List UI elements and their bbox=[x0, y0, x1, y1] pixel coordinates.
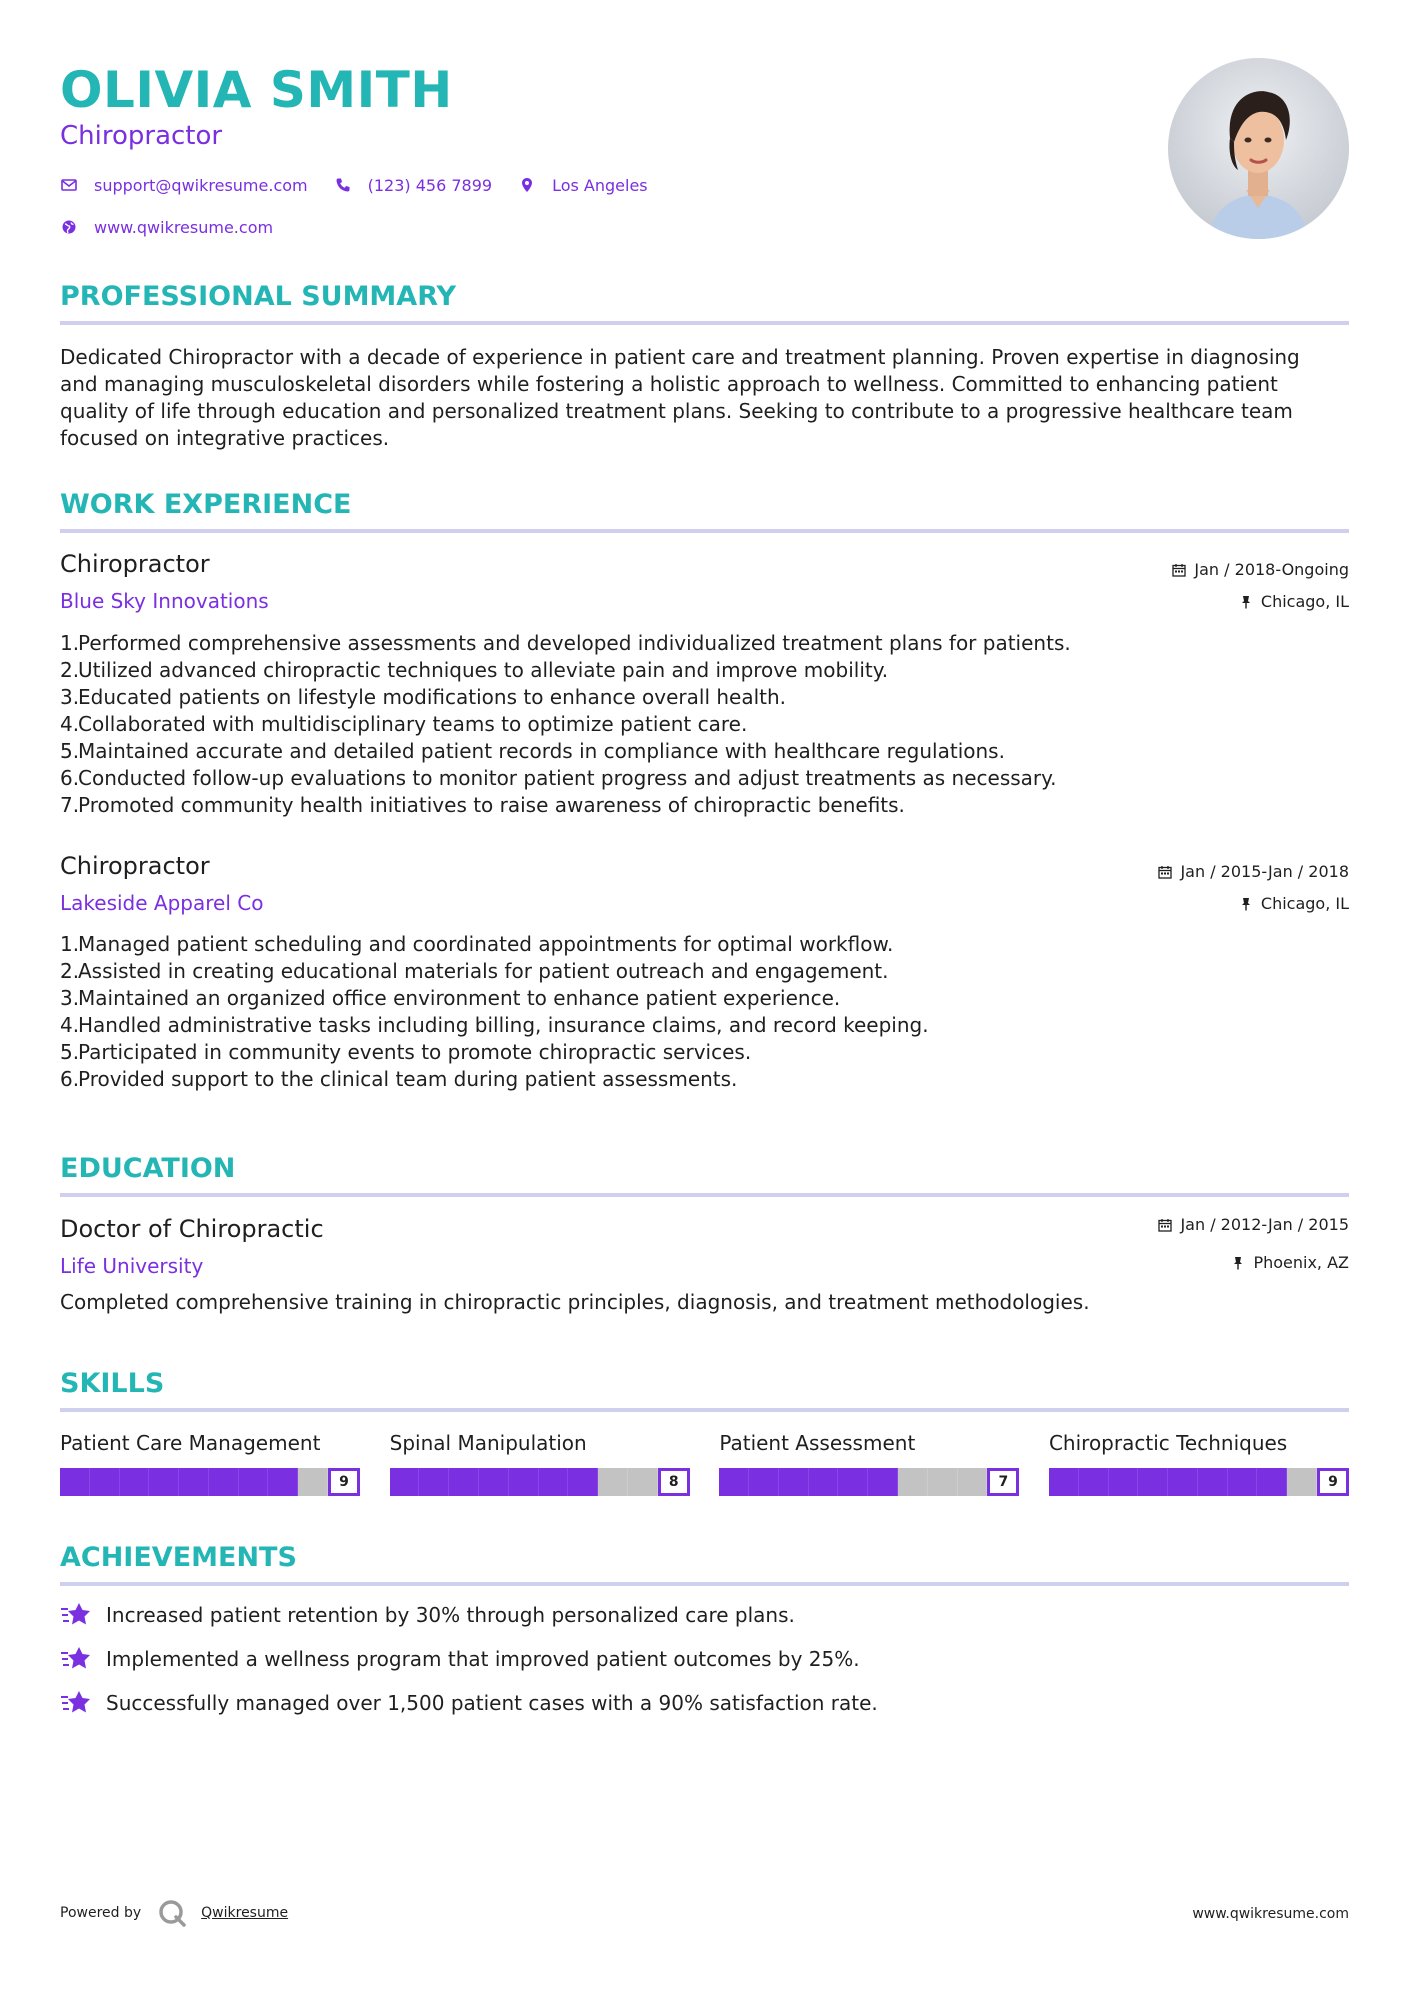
summary-heading: PROFESSIONAL SUMMARY bbox=[60, 281, 457, 312]
education-degree: Doctor of Chiropractic bbox=[60, 1215, 324, 1243]
education-divider bbox=[60, 1193, 1349, 1197]
email-text: support@qwikresume.com bbox=[94, 175, 308, 195]
envelope-icon bbox=[60, 176, 78, 194]
experience-divider bbox=[60, 529, 1349, 533]
job-bullets-2 bbox=[60, 931, 1340, 1093]
list-item: 2. Assisted in creating educational materials for patient outreach and engagement. bbox=[60, 959, 889, 983]
skill-bar bbox=[1049, 1468, 1349, 1496]
footer-url[interactable]: www.qwikresume.com bbox=[1192, 1906, 1349, 1922]
star-icon bbox=[60, 1688, 92, 1718]
contact-row-2 bbox=[60, 214, 960, 240]
candidate-name: OLIVIA SMITH bbox=[60, 61, 453, 119]
skill-name: Spinal Manipulation bbox=[389, 1431, 587, 1455]
skill-segment bbox=[1049, 1468, 1079, 1496]
skill-segment bbox=[628, 1468, 658, 1496]
skills-list bbox=[60, 1428, 1349, 1496]
list-item: 1. Performed comprehensive assessments and developed individualized treatment plans for patients. bbox=[60, 631, 1071, 655]
contact-info bbox=[60, 172, 960, 256]
skill-segment bbox=[719, 1468, 749, 1496]
skill-segment bbox=[449, 1468, 479, 1496]
job-company-2: Lakeside Apparel Co bbox=[60, 891, 264, 915]
globe-icon bbox=[60, 218, 78, 236]
skill-segment bbox=[479, 1468, 509, 1496]
qwikresume-logo-icon bbox=[157, 1898, 187, 1928]
list-item: 6. Provided support to the clinical team during patient assessments. bbox=[60, 1067, 738, 1091]
pushpin-icon bbox=[1239, 897, 1253, 911]
skills-heading: SKILLS bbox=[60, 1368, 165, 1399]
contact-phone[interactable] bbox=[334, 176, 492, 195]
achievements-heading: ACHIEVEMENTS bbox=[60, 1542, 297, 1573]
skill-segment bbox=[1079, 1468, 1109, 1496]
skill-segment bbox=[239, 1468, 269, 1496]
skill-segment bbox=[898, 1468, 928, 1496]
skill-segment bbox=[120, 1468, 150, 1496]
skill-segment bbox=[419, 1468, 449, 1496]
list-item bbox=[60, 1644, 1340, 1674]
job-dates-2-text: Jan / 2015-Jan / 2018 bbox=[1180, 862, 1349, 881]
skill-segment bbox=[390, 1468, 420, 1496]
list-item: 7. Promoted community health initiatives to raise awareness of chiropractic benefits. bbox=[60, 793, 905, 817]
skill-segment bbox=[1287, 1468, 1317, 1496]
skill-segment bbox=[1168, 1468, 1198, 1496]
skill-segment bbox=[1228, 1468, 1258, 1496]
job-bullets-1 bbox=[60, 630, 1340, 819]
skill-segment bbox=[749, 1468, 779, 1496]
contact-website[interactable] bbox=[60, 218, 273, 237]
list-item: 5. Maintained accurate and detailed patient records in compliance with healthcare regulations. bbox=[60, 739, 1005, 763]
footer-powered-by bbox=[60, 1898, 288, 1928]
star-icon bbox=[60, 1600, 92, 1630]
education-dates-text: Jan / 2012-Jan / 2015 bbox=[1180, 1215, 1349, 1234]
achievement-text: Increased patient retention by 30% through personalized care plans. bbox=[106, 1603, 795, 1627]
job-title-2: Chiropractor bbox=[60, 852, 210, 880]
list-item: 5. Participated in community events to promote chiropractic services. bbox=[60, 1040, 752, 1064]
calendar-icon bbox=[1158, 1218, 1172, 1232]
list-item: 3. Maintained an organized office environment to enhance patient experience. bbox=[60, 986, 841, 1010]
skill-segment bbox=[149, 1468, 179, 1496]
list-item: 4. Handled administrative tasks including billing, insurance claims, and record keeping. bbox=[60, 1013, 929, 1037]
skill-name: Patient Care Management bbox=[60, 1431, 321, 1455]
phone-text: (123) 456 7899 bbox=[367, 175, 493, 195]
skill-segment bbox=[598, 1468, 628, 1496]
skill-segment bbox=[90, 1468, 120, 1496]
job-location-1 bbox=[1239, 591, 1349, 613]
skill-segment bbox=[1257, 1468, 1287, 1496]
skill-segment bbox=[568, 1468, 598, 1496]
skill-segment bbox=[958, 1468, 988, 1496]
experience-heading: WORK EXPERIENCE bbox=[60, 489, 352, 520]
education-location-text: Phoenix, AZ bbox=[1253, 1253, 1349, 1272]
skill-segment bbox=[60, 1468, 90, 1496]
skill-segment bbox=[509, 1468, 539, 1496]
skill-segment bbox=[298, 1468, 328, 1496]
list-item: 3. Educated patients on lifestyle modifications to enhance overall health. bbox=[60, 685, 787, 709]
skill-item bbox=[1049, 1428, 1349, 1496]
job-dates-1-text: Jan / 2018-Ongoing bbox=[1194, 560, 1349, 579]
star-icon bbox=[60, 1644, 92, 1674]
summary-text: Dedicated Chiropractor with a decade of experience in patient care and treatment planning. Proven expertise in diagnosing and managing musculoskeletal disorders while fostering a holistic approach to wellness. Committed to enhancing patient quality of life through education and personalized treatment plans. Seeking to contribute to a progressive healthcare team focused on integrative practices. bbox=[60, 345, 1300, 450]
contact-email[interactable] bbox=[60, 176, 308, 195]
list-item bbox=[60, 1600, 1340, 1630]
job-title-1: Chiropractor bbox=[60, 550, 210, 578]
skill-bar bbox=[390, 1468, 690, 1496]
skill-segment bbox=[1138, 1468, 1168, 1496]
profile-photo bbox=[1168, 58, 1349, 239]
contact-location bbox=[518, 176, 648, 195]
skill-score: 9 bbox=[328, 1468, 360, 1496]
website-text: www.qwikresume.com bbox=[94, 217, 274, 237]
job-company-1: Blue Sky Innovations bbox=[60, 589, 269, 613]
education-heading: EDUCATION bbox=[60, 1153, 236, 1184]
skill-segment bbox=[268, 1468, 298, 1496]
powered-by-label: Powered by bbox=[60, 1905, 142, 1921]
pushpin-icon bbox=[1231, 1256, 1245, 1270]
skill-name: Chiropractic Techniques bbox=[1048, 1431, 1288, 1455]
achievements-list bbox=[60, 1600, 1340, 1732]
skill-bar bbox=[719, 1468, 1019, 1496]
skill-segment bbox=[1198, 1468, 1228, 1496]
job-dates-1 bbox=[1172, 559, 1349, 581]
list-item: 1. Managed patient scheduling and coordinated appointments for optimal workflow. bbox=[60, 932, 894, 956]
skill-item bbox=[60, 1428, 360, 1496]
calendar-icon bbox=[1172, 563, 1186, 577]
skill-score: 9 bbox=[1317, 1468, 1349, 1496]
skill-bar bbox=[60, 1468, 360, 1496]
summary-divider bbox=[60, 321, 1349, 325]
skill-score: 8 bbox=[658, 1468, 690, 1496]
location-text: Los Angeles bbox=[552, 175, 648, 195]
education-school: Life University bbox=[60, 1254, 204, 1278]
skill-score: 7 bbox=[987, 1468, 1019, 1496]
education-location bbox=[1231, 1252, 1349, 1274]
candidate-role: Chiropractor bbox=[60, 121, 223, 151]
achievements-divider bbox=[60, 1582, 1349, 1586]
map-pin-icon bbox=[518, 176, 536, 194]
list-item: 4. Collaborated with multidisciplinary teams to optimize patient care. bbox=[60, 712, 748, 736]
skill-item bbox=[390, 1428, 690, 1496]
list-item bbox=[60, 1688, 1340, 1718]
education-dates bbox=[1158, 1214, 1349, 1236]
job-dates-2 bbox=[1158, 861, 1349, 883]
skill-name: Patient Assessment bbox=[719, 1431, 916, 1455]
skill-segment bbox=[809, 1468, 839, 1496]
skills-divider bbox=[60, 1408, 1349, 1412]
phone-icon bbox=[334, 176, 352, 194]
list-item: 6. Conducted follow-up evaluations to monitor patient progress and adjust treatments as necessary. bbox=[60, 766, 1057, 790]
skill-segment bbox=[779, 1468, 809, 1496]
qwikresume-link[interactable]: Qwikresume bbox=[201, 1905, 289, 1921]
calendar-icon bbox=[1158, 865, 1172, 879]
education-description: Completed comprehensive training in chiropractic principles, diagnosis, and treatment methodologies. bbox=[60, 1290, 1090, 1314]
pushpin-icon bbox=[1239, 595, 1253, 609]
achievement-text: Successfully managed over 1,500 patient cases with a 90% satisfaction rate. bbox=[106, 1691, 878, 1715]
achievement-text: Implemented a wellness program that improved patient outcomes by 25%. bbox=[106, 1647, 860, 1671]
job-location-1-text: Chicago, IL bbox=[1260, 592, 1349, 611]
skill-segment bbox=[868, 1468, 898, 1496]
skill-segment bbox=[1109, 1468, 1139, 1496]
skill-segment bbox=[179, 1468, 209, 1496]
job-location-2-text: Chicago, IL bbox=[1260, 894, 1349, 913]
skill-segment bbox=[928, 1468, 958, 1496]
skill-segment bbox=[838, 1468, 868, 1496]
skill-item bbox=[719, 1428, 1019, 1496]
skill-segment bbox=[209, 1468, 239, 1496]
skill-segment bbox=[539, 1468, 569, 1496]
contact-row-1 bbox=[60, 172, 960, 198]
list-item: 2. Utilized advanced chiropractic techniques to alleviate pain and improve mobility. bbox=[60, 658, 889, 682]
job-location-2 bbox=[1239, 893, 1349, 915]
